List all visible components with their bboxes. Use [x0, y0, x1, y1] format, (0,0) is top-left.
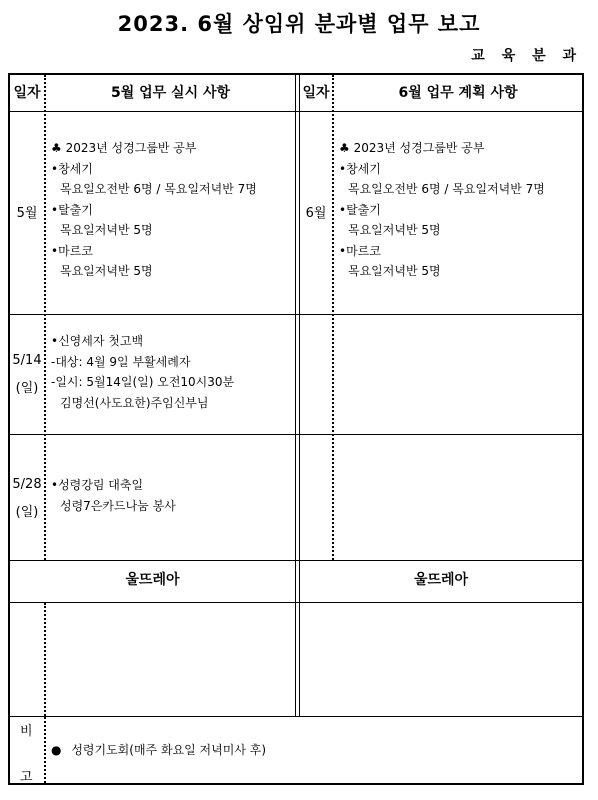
center-line-a [295, 75, 296, 560]
row1-right-line: ♣ 2023년 성경그룹반 공부 [339, 141, 485, 155]
header-date-right: 일자 [302, 85, 330, 101]
header-divider [8, 111, 584, 112]
row1-left-line: 목요일저녁반 5명 [60, 223, 153, 237]
row3-line: 성령7은카드나눔 봉사 [60, 498, 176, 513]
row1-left-line: •마르코 [51, 243, 93, 258]
row1-left-line: •창세기 [51, 161, 93, 176]
row3-content [51, 475, 176, 516]
row2-line: 김명선(사도요한)주임신부님 [60, 395, 209, 410]
section-divider [8, 602, 584, 603]
row1-left-line: •탈출기 [51, 202, 93, 217]
center-line-c [295, 561, 296, 716]
row1-left-line: 목요일저녁반 5명 [60, 264, 153, 278]
row1-left-content [51, 138, 257, 282]
row1-left-line: ♣ 2023년 성경그룹반 공부 [51, 141, 197, 155]
row1-date-left: 5월 [16, 206, 38, 221]
department-label: 교 육 분 과 [471, 48, 582, 64]
remarks-label-top: 비 [20, 724, 33, 739]
remarks-divider-vertical [44, 717, 46, 783]
row2-line: •신영세자 첫고백 [51, 334, 144, 348]
row1-left-line: 목요일오전반 6명 / 목요일저녁반 7명 [60, 182, 257, 196]
remarks-label-bottom: 고 [20, 770, 33, 785]
row1-right-line: 목요일저녁반 5명 [348, 223, 441, 237]
row2-content [51, 331, 234, 413]
row1-right-line: •창세기 [339, 161, 381, 176]
row1-right-line: 목요일저녁반 5명 [348, 264, 441, 278]
row2-date [8, 350, 46, 400]
page-title: 2023. 6월 상임위 분과별 업무 보고 [117, 12, 481, 36]
row1-right-line: 목요일오전반 6명 / 목요일저녁반 7명 [348, 182, 545, 196]
row1-right-content [339, 138, 545, 282]
row-divider-2 [8, 434, 584, 435]
remarks-divider [8, 716, 584, 717]
row1-date-right: 6월 [305, 206, 327, 221]
row2-line: -일시: 5월14일(일) 오전10시30분 [51, 375, 235, 389]
row1-right-line: •탈출기 [339, 202, 381, 217]
date-divider-right [332, 75, 334, 560]
header-plan-left: 5월 업무 실시 사항 [110, 85, 231, 101]
row2-date-line1: 5/14 [12, 353, 42, 368]
remarks-content [51, 740, 266, 761]
remarks-text: 성령기도회(매주 화요일 저녁미사 후) [71, 743, 267, 757]
row3-date-line1: 5/28 [12, 477, 42, 492]
center-line-b [299, 75, 300, 560]
row-divider-1 [8, 314, 584, 315]
header-plan-right: 6월 업무 계획 사항 [398, 85, 518, 101]
remarks-bullet-icon: ● [51, 743, 62, 757]
header-date-left: 일자 [13, 85, 41, 101]
row2-line: -대상: 4월 9일 부활세례자 [51, 354, 191, 369]
row3-date [8, 474, 46, 524]
row3-line: •성령강림 대축일 [51, 478, 144, 492]
date-divider-left-lower [44, 603, 46, 716]
row1-right-line: •마르코 [339, 243, 381, 258]
row3-date-line2: (일) [15, 505, 39, 520]
section-label-left: 울뜨레아 [125, 572, 180, 588]
section-label-right: 울뜨레아 [413, 572, 469, 588]
row2-date-line2: (일) [15, 381, 39, 396]
